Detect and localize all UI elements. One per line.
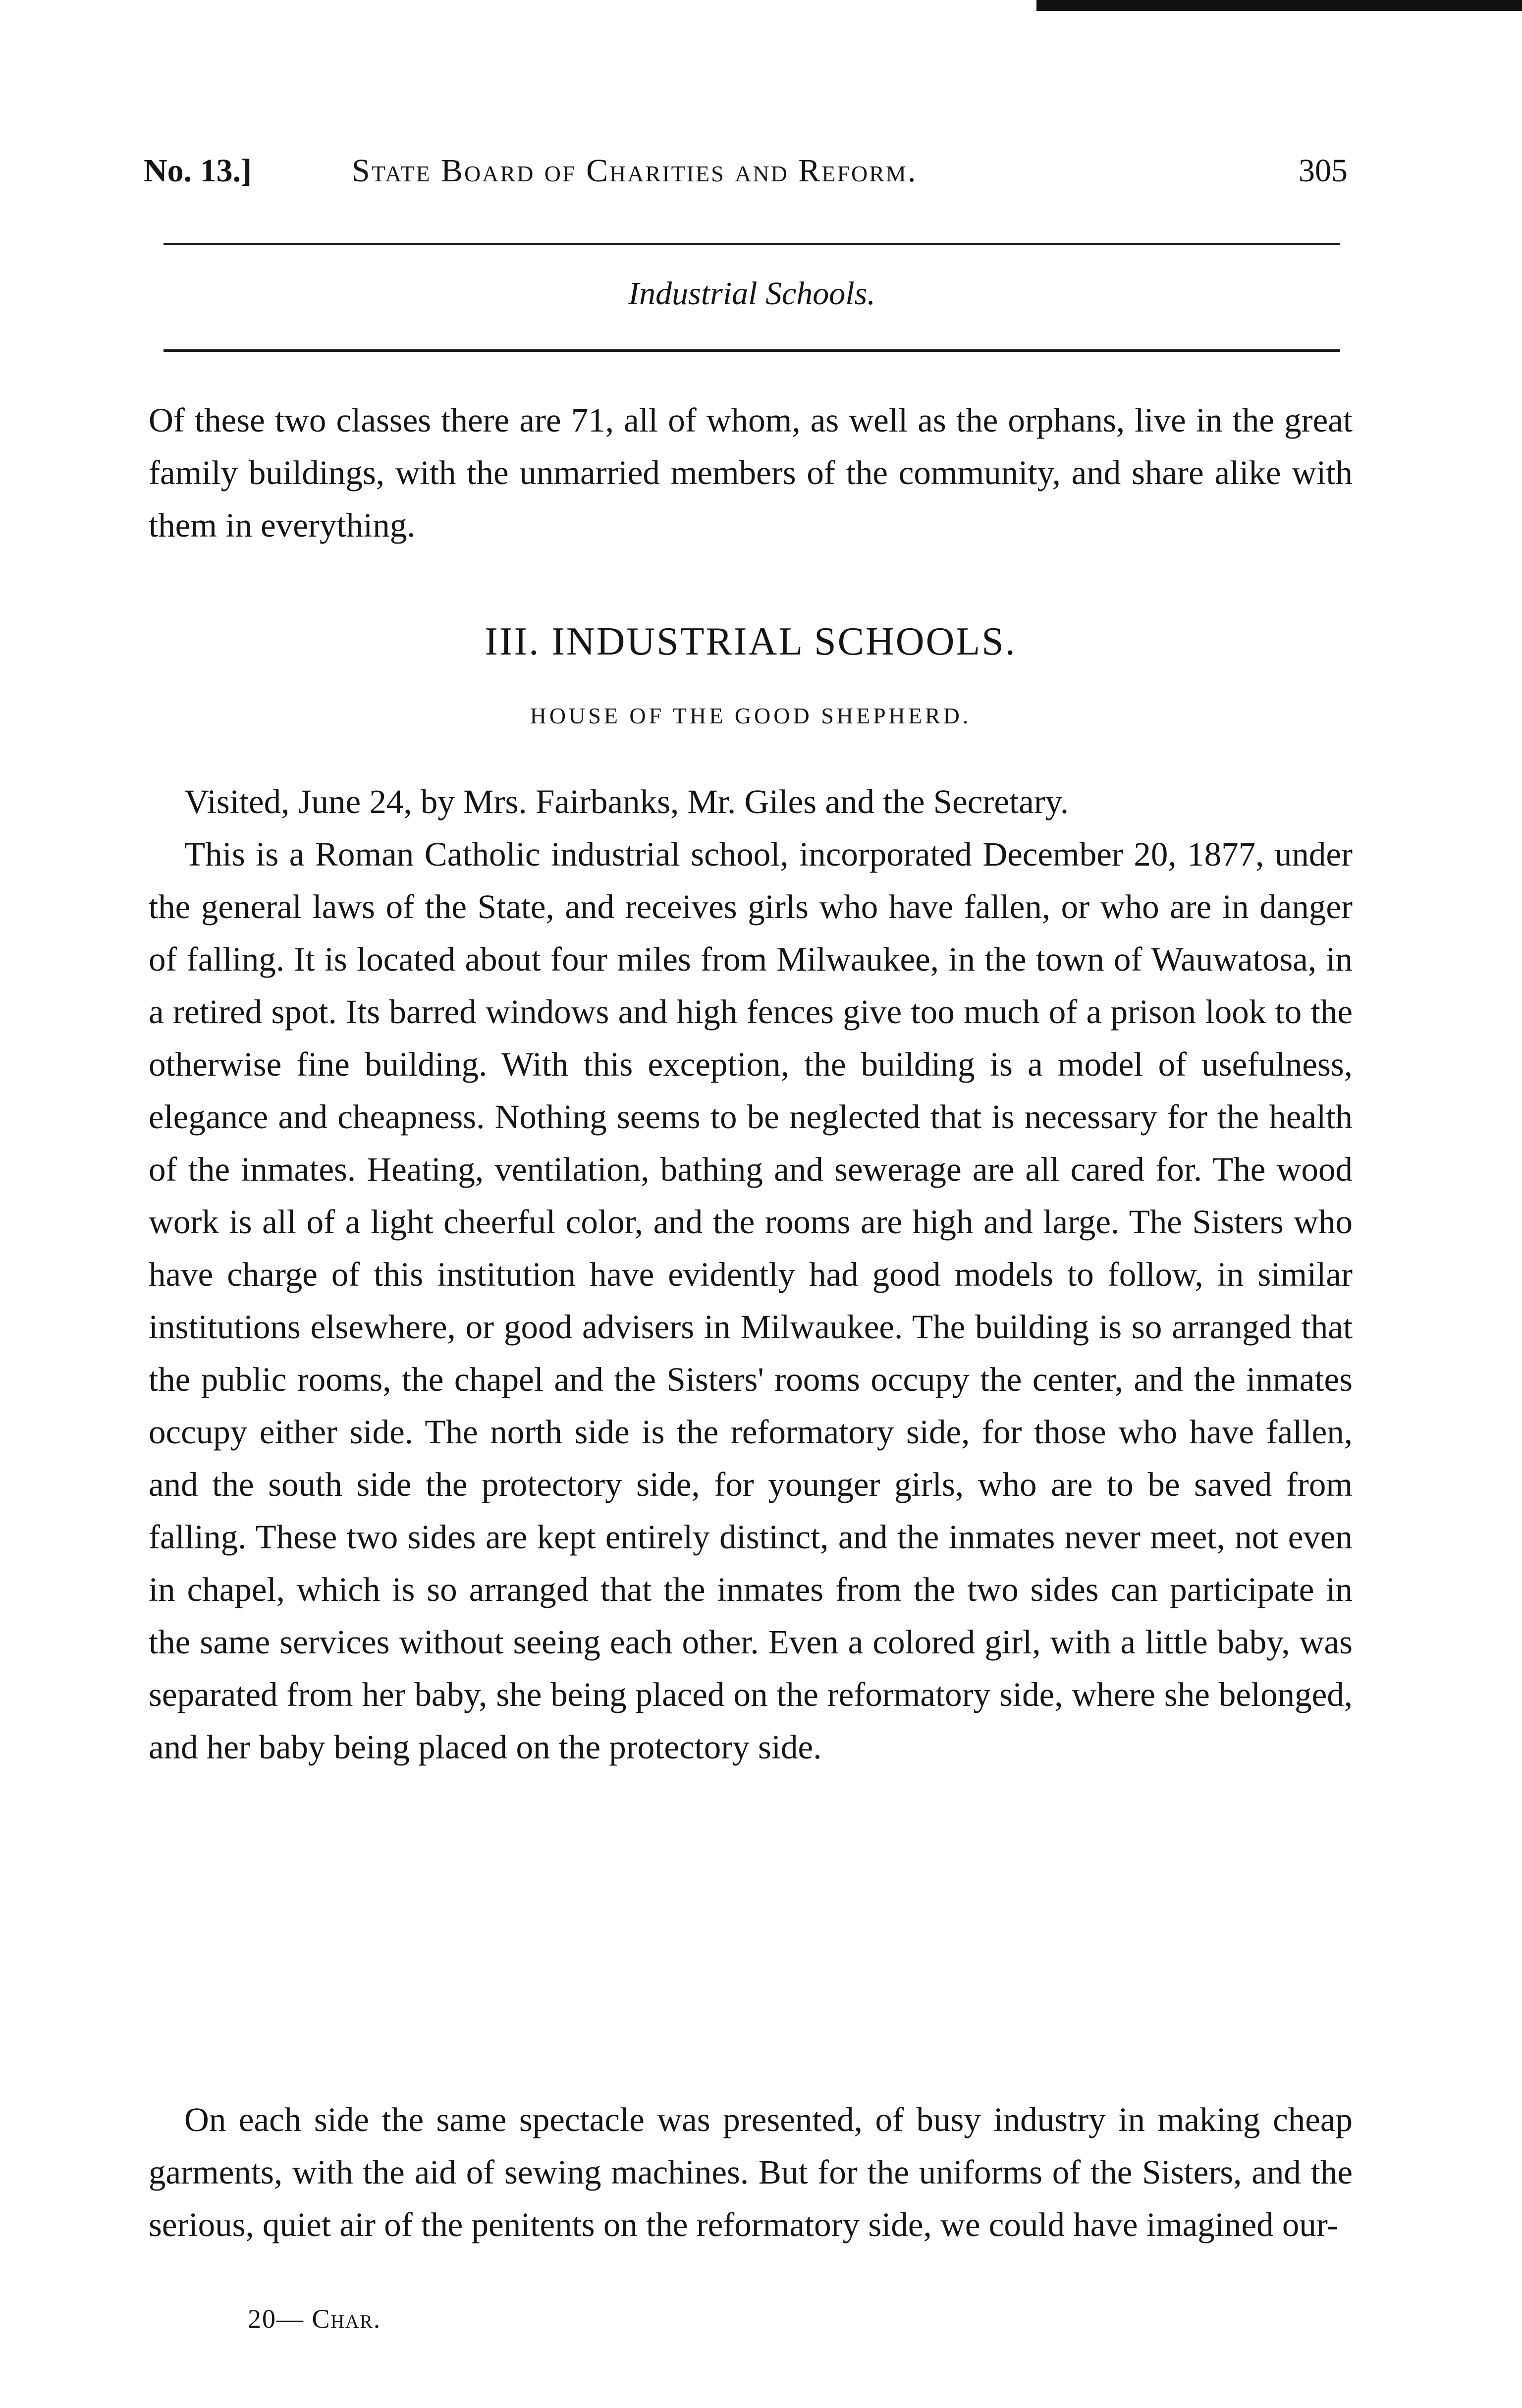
document-number: No. 13.] (144, 153, 252, 189)
running-header (144, 149, 1348, 193)
report-title: State Board of Charities and Reform. (352, 153, 918, 189)
closing-paragraph-text: On each side the same spectacle was presented, of busy industry in making cheap garments, with the aid of sewing machines. But for the uniforms of the Sisters, and the serious, quiet air of the penitents on the reformatory side, we could have imagined our- (149, 2101, 1353, 2244)
visited-text: Visited, June 24, by Mrs. Fairbanks, Mr. Giles and the Secretary. (184, 783, 1069, 821)
main-paragraph (149, 828, 1353, 1773)
section-subtitle: Industrial Schools. (628, 275, 875, 312)
header-rule-bottom (163, 349, 1340, 352)
continuation-text: Of these two classes there are 71, all of whom, as well as the orphans, live in the great family buildings, with the unmarried members of the community, and share alike with them in everything. (149, 401, 1353, 544)
header-rule-top (163, 243, 1340, 245)
visited-paragraph (149, 775, 1353, 828)
page-number: 305 (1299, 153, 1348, 189)
section-heading: III. INDUSTRIAL SCHOOLS. (485, 620, 1017, 663)
scan-edge-mark (1036, 0, 1522, 11)
signature-mark: 20— Char. (248, 2304, 381, 2334)
closing-paragraph (149, 2093, 1353, 2251)
institution-heading: HOUSE OF THE GOOD SHEPHERD. (530, 703, 972, 728)
continuation-paragraph (149, 394, 1353, 551)
main-paragraph-text: This is a Roman Catholic industrial school, incorporated December 20, 1877, under the general laws of the State, and receives girls who have fallen, or who are in danger of falling. It is located about four miles from Milwaukee, in the town of Wauwatosa, in a retired spot. Its barred windows and high fences give too much of a prison look to the otherwise fine building. With this exception, the building is a model of usefulness, elegance and cheapness. Nothing seems to be neglected that is necessary for the health of the inmates. Heating, ventilation, bathing and sewerage are all cared for. The wood work is all of a light cheerful color, and the rooms are high and large. The Sisters who have charge of this institution have evidently had good models to follow, in similar institutions elsewhere, or good advisers in Milwaukee. The building is so arranged that the public rooms, the chapel and the Sisters' rooms occupy the center, and the inmates occupy either side. The north side is the reformatory side, for those who have fallen, and the south side the protectory side, for younger girls, who are to be saved from falling. These two sides are kept entirely distinct, and the inmates never meet, not even in chapel, which is so arranged that the inmates from the two sides can participate in the same services without seeing each other. Even a colored girl, with a little baby, was separated from her baby, she being placed on the reformatory side, where she belonged, and her baby being placed on the protectory side. (149, 835, 1353, 1766)
